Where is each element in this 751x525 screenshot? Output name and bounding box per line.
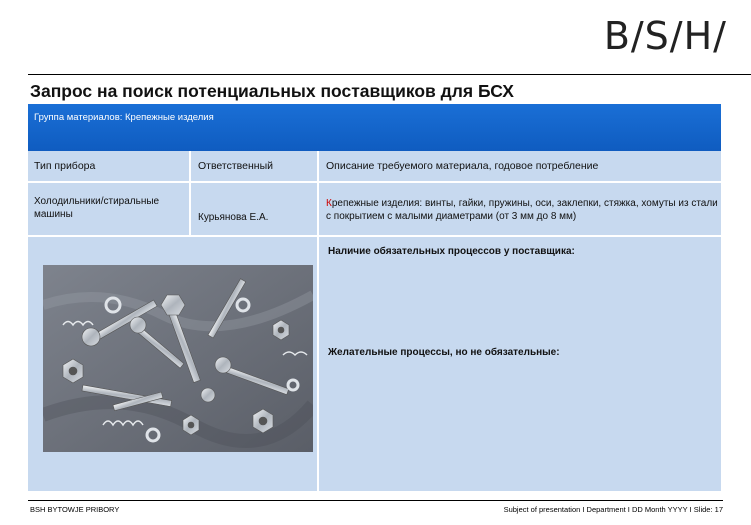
header-device-type: Тип прибора	[34, 160, 96, 172]
device-type-value: Холодильники/стиральные машины	[34, 196, 160, 220]
column-divider-2	[317, 151, 319, 491]
material-group-label: Группа материалов: Крепежные изделия	[34, 112, 214, 123]
request-table	[28, 151, 721, 491]
page-title: Запрос на поиск потенциальных поставщиков для БСХ	[30, 81, 514, 101]
material-group-band	[28, 104, 721, 151]
required-processes-label: Наличие обязательных процессов у поставщика:	[328, 246, 575, 257]
header-description: Описание требуемого материала, годовое потребление	[326, 160, 599, 172]
bsh-logo: B/S/H/	[603, 14, 727, 58]
desired-processes-label: Желательные процессы, но не обязательные:	[328, 347, 560, 358]
footer-company: BSH BYTOWJE PRIBORY	[30, 505, 120, 514]
header-row-divider	[28, 181, 721, 183]
header-responsible: Ответственный	[198, 160, 273, 172]
description-value	[326, 197, 718, 223]
footer-divider	[28, 500, 723, 501]
footer-slide-info: Subject of presentation I Department I DD Month YYYY I Slide: 17	[503, 505, 723, 514]
description-rest: репежные изделия: винты, гайки, пружины, оси, заклепки, стяжка, хомуты из стали с покрытием с малыми диаметрами (от 3 мм до 8 мм)	[326, 198, 718, 222]
fasteners-illustration	[43, 265, 313, 452]
description-first-letter: К	[326, 198, 332, 209]
responsible-value: Курьянова Е.А.	[198, 212, 269, 223]
fasteners-photo	[43, 265, 313, 452]
column-divider-1	[189, 151, 191, 237]
data-row-divider	[28, 235, 721, 237]
header-divider	[28, 74, 751, 75]
